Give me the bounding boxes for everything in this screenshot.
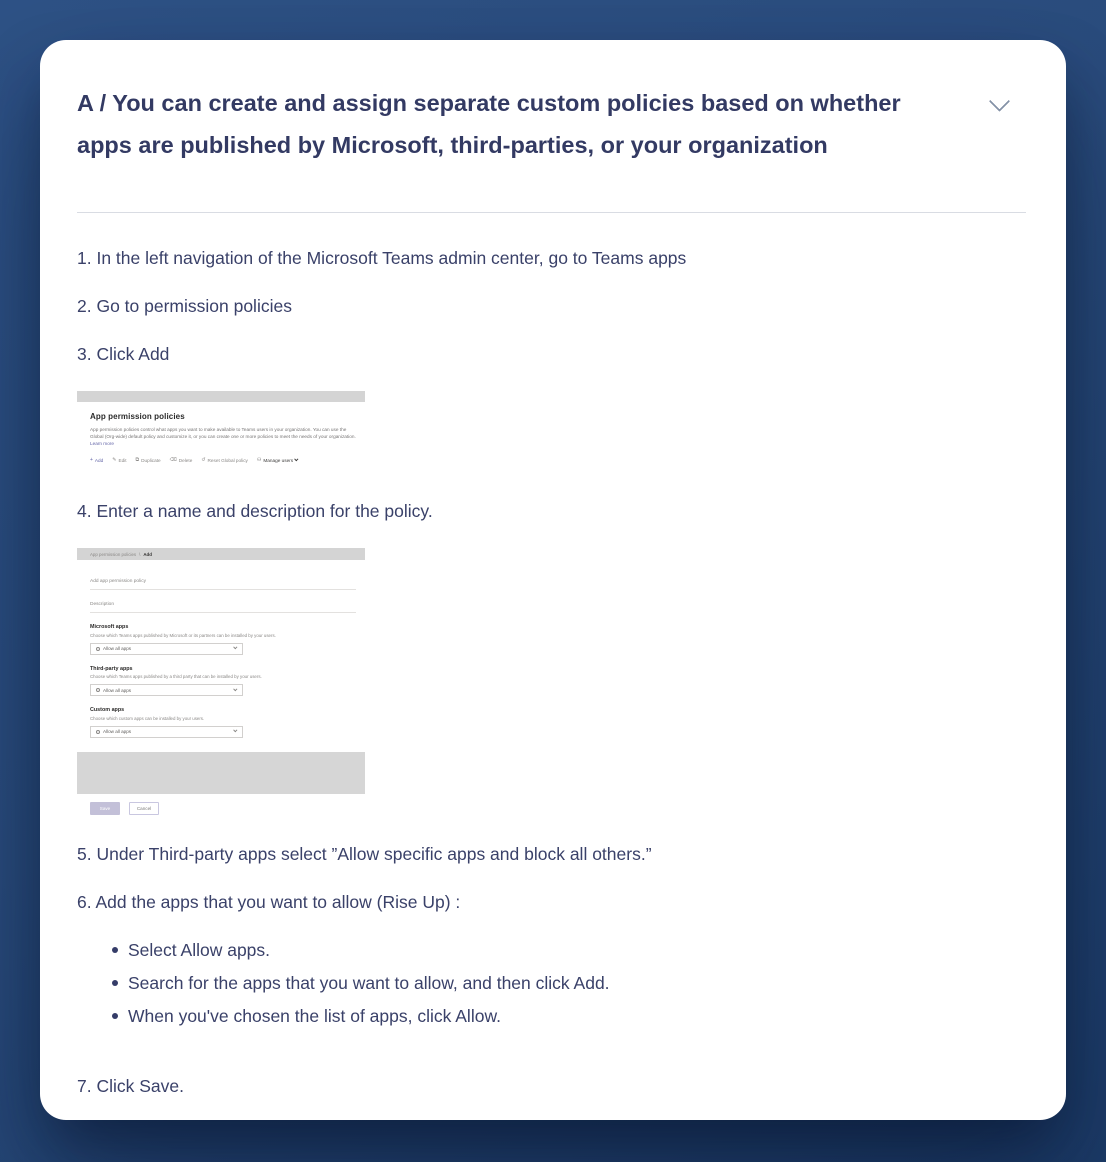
accordion-title: A / You can create and assign separate custom policies based on whether apps are published by Microsoft, third-parties, or your organization	[77, 90, 901, 158]
screenshot1-description	[90, 426, 360, 447]
list-item	[112, 939, 1026, 961]
breadcrumb-root[interactable]: App permission policies	[90, 551, 137, 557]
breadcrumb-separator: \	[139, 551, 141, 557]
edit-button[interactable]	[112, 458, 126, 463]
section-description: Choose which Teams apps published by Microsoft or its partners can be installed by your users.	[90, 632, 276, 638]
custom-apps-section	[90, 707, 356, 738]
delete-button-label: Delete	[178, 458, 193, 463]
breadcrumb-current: Add	[143, 551, 152, 557]
section-title: Microsoft apps	[90, 624, 129, 630]
screenshot2-bottom-strip	[77, 752, 365, 794]
instruction-steps	[77, 247, 1026, 1097]
screenshot1-description-text: App permission policies control what apps you want to make available to Teams users in your organization. You can use the Global (Org-wide) default policy and customize it, or you can create one or more policies to meet the needs of your organization.	[90, 427, 356, 439]
microsoft-apps-dropdown[interactable]	[90, 643, 243, 655]
collapse-button[interactable]	[986, 94, 1012, 116]
chevron-down-icon	[234, 687, 238, 691]
sub-steps-list	[112, 939, 1026, 1027]
screenshot1-toolbar	[90, 458, 352, 463]
allow-all-icon	[96, 730, 100, 734]
screenshot-add-policy-form	[77, 548, 365, 815]
chevron-down-icon	[234, 645, 238, 649]
third-party-apps-dropdown[interactable]	[90, 684, 243, 696]
third-party-apps-section	[90, 666, 356, 697]
reset-global-policy-button[interactable]	[201, 458, 248, 463]
screenshot-app-permission-policies	[77, 391, 365, 471]
list-item	[112, 972, 1026, 994]
screenshot2-form	[77, 560, 365, 752]
section-title: Third-party apps	[90, 665, 133, 672]
allow-all-icon	[96, 647, 100, 651]
manage-users-label: Manage users	[263, 458, 294, 463]
step-7: 7. Click Save.	[77, 1075, 184, 1096]
reset-button-label: Reset Global policy	[207, 458, 248, 463]
step-5: 5. Under Third-party apps select ”Allow specific apps and block all others.”	[77, 843, 652, 864]
faq-card	[40, 40, 1066, 1120]
pencil-icon: ✎	[112, 457, 117, 463]
chevron-down-icon	[234, 728, 238, 732]
cancel-button[interactable]: Cancel	[129, 802, 159, 815]
trash-icon: ⌫	[169, 457, 177, 463]
bullet-dot	[112, 947, 118, 953]
custom-apps-dropdown[interactable]	[90, 726, 243, 738]
list-item	[112, 1005, 1026, 1027]
delete-button[interactable]	[170, 458, 193, 463]
duplicate-button-label: Duplicate	[141, 458, 161, 463]
screenshot2-footer	[77, 794, 365, 815]
learn-more-link[interactable]: Learn more	[90, 441, 114, 446]
step-6: 6. Add the apps that you want to allow (Rise Up) :	[77, 891, 461, 912]
people-icon: ⚇	[256, 457, 262, 463]
bullet-dot	[112, 980, 118, 986]
section-title: Custom apps	[90, 707, 125, 713]
policy-description-field[interactable]: Description	[90, 598, 356, 613]
screenshot2-breadcrumb	[77, 548, 365, 560]
section-description: Choose which Teams apps published by a third party that can be installed by your users.	[90, 674, 262, 679]
save-button[interactable]: Save	[90, 802, 120, 815]
allow-all-icon	[96, 688, 100, 692]
chevron-down-icon	[295, 457, 299, 461]
step-2: 2. Go to permission policies	[77, 296, 292, 316]
step-3: 3. Click Add	[77, 344, 170, 364]
plus-icon: +	[90, 457, 93, 463]
sub-step-text: Select Allow apps.	[128, 939, 271, 960]
add-button[interactable]	[90, 458, 103, 463]
dropdown-value: Allow all apps	[103, 729, 132, 734]
step-4: 4. Enter a name and description for the policy.	[77, 501, 433, 521]
copy-icon: ⧉	[135, 457, 140, 463]
header-divider	[77, 212, 1026, 213]
manage-users-button[interactable]	[257, 458, 298, 463]
accordion-header	[77, 80, 1026, 166]
sub-step-text: Search for the apps that you want to allow, and then click Add.	[128, 972, 610, 993]
screenshot1-top-bar	[77, 391, 365, 402]
screenshot1-body	[77, 402, 365, 471]
section-description: Choose which custom apps can be installed by your users.	[90, 715, 205, 721]
step-1: 1. In the left navigation of the Microsoft Teams admin center, go to Teams apps	[77, 248, 687, 268]
dropdown-value: Allow all apps	[103, 646, 132, 651]
microsoft-apps-section	[90, 624, 356, 655]
add-button-label: Add	[94, 458, 104, 463]
duplicate-button[interactable]	[136, 458, 161, 463]
bullet-dot	[112, 1013, 118, 1019]
screenshot1-title: App permission policies	[90, 412, 185, 421]
chevron-down-icon	[988, 90, 1009, 111]
policy-name-field[interactable]: Add app permission policy	[90, 575, 356, 590]
reset-icon: ↺	[201, 457, 206, 463]
sub-step-text: When you've chosen the list of apps, click Allow.	[128, 1005, 501, 1026]
edit-button-label: Edit	[118, 458, 127, 463]
dropdown-value: Allow all apps	[103, 687, 132, 693]
